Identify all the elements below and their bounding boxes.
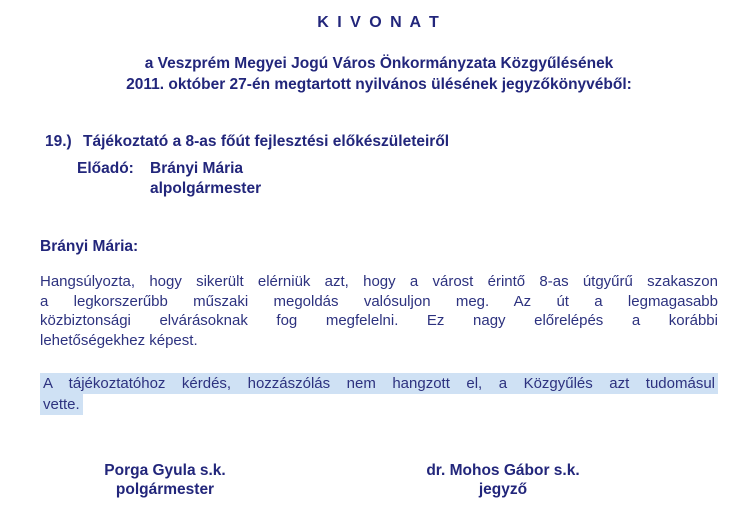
signature-right-name: dr. Mohos Gábor s.k. (426, 462, 580, 479)
speaker-heading: Brányi Mária: (40, 238, 139, 255)
presenter-info (150, 159, 261, 199)
speech-line: közbiztonsági elvárásoknak fog megfelelni. Ez nagy előrelépés a korábbi (40, 312, 718, 329)
signature-right-title: jegyző (478, 481, 528, 498)
signature-left-name: Porga Gyula s.k. (104, 462, 226, 479)
speech-paragraph (40, 272, 718, 350)
speech-line: a legkorszerűbb műszaki megoldás valósuljon meg. Az út a legmagasabb (40, 292, 718, 310)
presenter-label: Előadó: (77, 160, 134, 177)
presenter-name: Brányi Mária (150, 160, 244, 177)
agenda-item-title: Tájékoztató a 8-as főút fejlesztési előkészületeiről (83, 133, 450, 150)
speech-line: lehetőségekhez képest. (40, 331, 198, 349)
document-subtitle (40, 53, 718, 95)
resolution-paragraph (40, 373, 718, 415)
highlighted-text: A tájékoztatóhoz kérdés, hozzászólás nem hangzott el, a Közgyűlés azt tudomásul (40, 373, 718, 394)
agenda-item (45, 132, 718, 152)
speech-line: Hangsúlyozta, hogy sikerült elérniük azt, hogy a várost érintő 8-as útgyűrű szakaszon (40, 273, 718, 290)
agenda-item-number: 19.) (45, 133, 72, 150)
signature-left (55, 461, 275, 499)
document-title: K I V O N A T (317, 14, 441, 31)
presenter-block (77, 159, 718, 199)
resolution-line (40, 394, 718, 415)
signature-right (383, 461, 623, 499)
resolution-line (40, 373, 718, 394)
signature-row (40, 461, 718, 506)
subtitle-line-2: 2011. október 27-én megtartott nyilvános ülésének jegyzőkönyvéből: (126, 76, 632, 93)
signature-left-title: polgármester (115, 481, 215, 498)
highlighted-text: vette. (40, 394, 83, 415)
subtitle-line-1: a Veszprém Megyei Jogú Város Önkormányzata Közgyűlésének (144, 55, 614, 72)
presenter-title: alpolgármester (150, 180, 262, 197)
